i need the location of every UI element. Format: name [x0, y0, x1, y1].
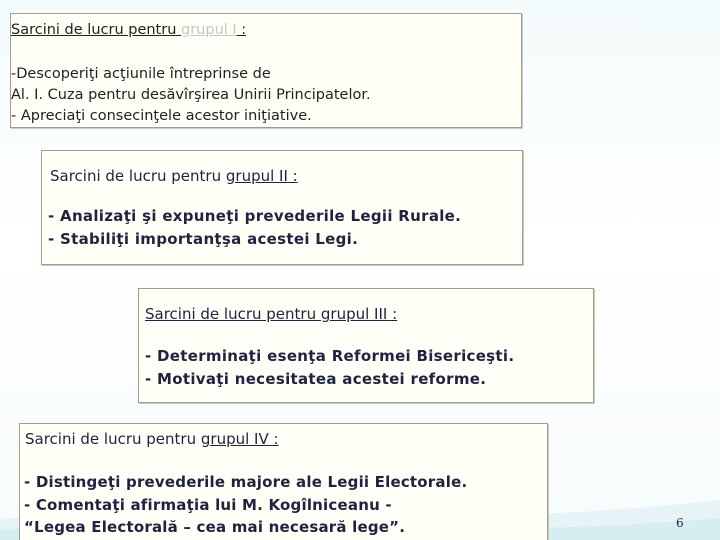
task-title-group-2 [50, 167, 298, 185]
task-box-group-1 [10, 13, 522, 128]
group-label: grupul I [181, 22, 237, 38]
task-line: - Determinaţi esenţa Reformei Bisericeşti. [145, 347, 515, 365]
task-line: - Distingeţi prevederile majore ale Legii Electorale. [24, 473, 468, 491]
task-title-group-1 [11, 22, 246, 38]
title-suffix: : [387, 305, 398, 323]
task-line: - Analizaţi şi expuneţi prevederile Legii Rurale. [48, 207, 462, 225]
title-prefix: Sarcini de lucru pentru [11, 22, 182, 38]
task-line: -Descoperiţi acţiunile întreprinse de [11, 66, 271, 82]
title-suffix: : [236, 22, 247, 38]
title-suffix: : [268, 430, 279, 448]
task-line: - Apreciaţi consecinţele acestor iniţiative. [11, 108, 312, 124]
title-prefix: Sarcini de lucru pentru [50, 167, 226, 185]
title-prefix: Sarcini de lucru pentru [145, 305, 321, 323]
task-line: - Motivaţi necesitatea acestei reforme. [145, 370, 487, 388]
title-suffix: : [287, 167, 298, 185]
task-line: Al. I. Cuza pentru desăvîrşirea Unirii Principatelor. [11, 87, 371, 103]
task-line: - Stabiliţi importanţşa acestei Legi. [48, 230, 359, 248]
title-prefix: Sarcini de lucru pentru [25, 430, 201, 448]
task-box-group-3 [138, 288, 594, 403]
task-line: - Comentaţi afirmaţia lui M. Kogîlniceanu - [24, 496, 392, 514]
slide-number: 6 [676, 516, 684, 530]
task-title-group-3 [145, 305, 397, 323]
task-line: “Legea Electorală – cea mai necesară lege”. [24, 518, 406, 536]
group-label: grupul III [320, 305, 388, 323]
task-title-group-4 [25, 430, 279, 448]
task-box-group-2 [41, 150, 523, 265]
group-label: grupul II [225, 167, 288, 185]
group-label: grupul IV [200, 430, 269, 448]
task-box-group-4 [19, 423, 548, 540]
